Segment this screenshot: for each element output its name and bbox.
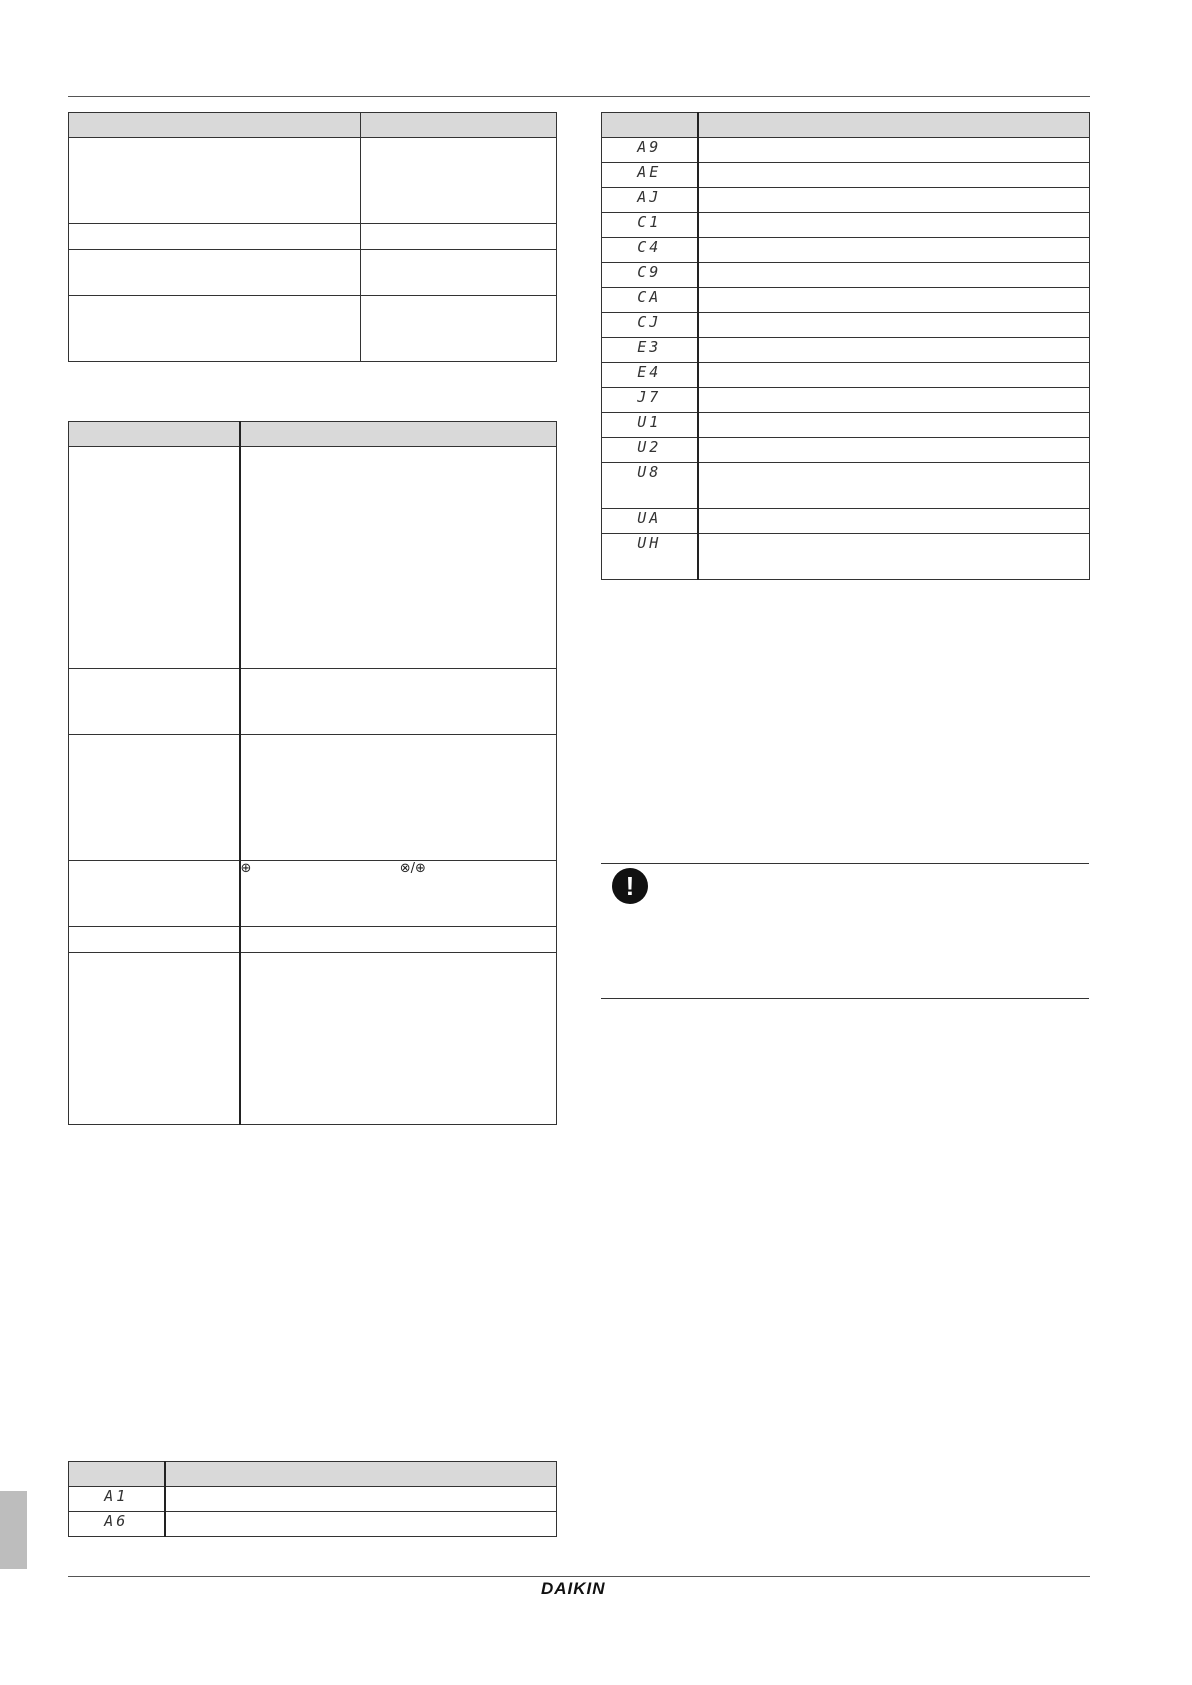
table-row	[69, 296, 557, 362]
table-row	[69, 735, 557, 861]
table-bottom-codes	[68, 1461, 557, 1537]
error-code: UH	[602, 534, 698, 580]
table-row	[69, 224, 557, 250]
error-code: CJ	[602, 313, 698, 338]
table-row	[69, 953, 557, 1125]
table-row	[602, 438, 1090, 463]
table-right-codes	[601, 112, 1090, 580]
table-row	[69, 927, 557, 953]
timer-clock-icon: ⊕	[240, 861, 252, 876]
error-code: A1	[69, 1487, 165, 1512]
error-code: E3	[602, 338, 698, 363]
error-code: C9	[602, 263, 698, 288]
table-row	[602, 213, 1090, 238]
brand-logo: DAIKIN	[541, 1579, 606, 1598]
table-row	[602, 163, 1090, 188]
table-row	[602, 188, 1090, 213]
table-row	[69, 1487, 557, 1512]
table-row	[69, 1512, 557, 1537]
table-row	[602, 138, 1090, 163]
side-tab	[0, 1491, 27, 1569]
table-row	[69, 669, 557, 735]
table-row	[69, 861, 557, 927]
timer-slash: /	[410, 861, 415, 876]
error-code: AE	[602, 163, 698, 188]
table-row	[69, 138, 557, 224]
error-code: A9	[602, 138, 698, 163]
table-row	[602, 338, 1090, 363]
error-code: CA	[602, 288, 698, 313]
table-header-row	[69, 1462, 557, 1487]
error-code: A6	[69, 1512, 165, 1537]
timer-cancel-icon: ⊗	[399, 861, 411, 876]
error-code: U1	[602, 413, 698, 438]
table-header-row	[69, 422, 557, 447]
table-header-row	[602, 113, 1090, 138]
timer-clock-icon-2: ⊕	[414, 861, 426, 876]
timer-symbol-cell	[240, 861, 557, 927]
warning-icon: !	[612, 868, 648, 904]
table-row	[69, 250, 557, 296]
error-code: C4	[602, 238, 698, 263]
table-row	[602, 463, 1090, 509]
error-code: J7	[602, 388, 698, 413]
notice-top-rule	[601, 863, 1089, 864]
table-row	[602, 263, 1090, 288]
table-row	[602, 313, 1090, 338]
error-code: U8	[602, 463, 698, 509]
error-code: U2	[602, 438, 698, 463]
table-middle-left	[68, 421, 557, 1125]
error-code: C1	[602, 213, 698, 238]
notice-bottom-rule	[601, 998, 1089, 999]
table-header-row	[69, 113, 557, 138]
error-code: E4	[602, 363, 698, 388]
table-row	[602, 388, 1090, 413]
header-rule	[68, 96, 1090, 97]
table-row	[69, 447, 557, 669]
error-code: UA	[602, 509, 698, 534]
footer-rule	[68, 1576, 1090, 1577]
table-row	[602, 534, 1090, 580]
table-row	[602, 509, 1090, 534]
table-top-left	[68, 112, 557, 362]
table-row	[602, 363, 1090, 388]
table-row	[602, 288, 1090, 313]
error-code: AJ	[602, 188, 698, 213]
table-row	[602, 413, 1090, 438]
table-row	[602, 238, 1090, 263]
